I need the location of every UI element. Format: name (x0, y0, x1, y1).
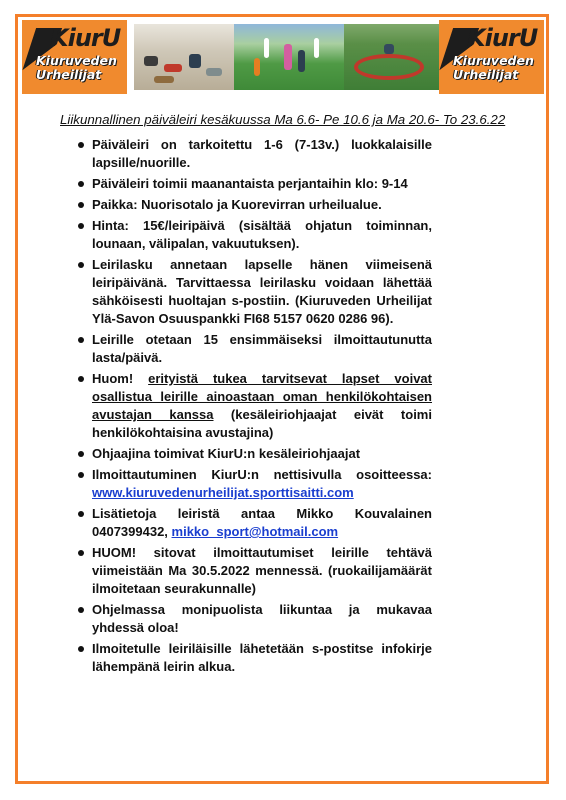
item-text: Paikka: Nuorisotalo ja Kuorevirran urheilualue. (92, 197, 382, 212)
item-text: Päiväleiri on tarkoitettu 1-6 (7-13v.) luokkalaisille lapsille/nuorille. (92, 137, 432, 170)
camp-photo-indoor (134, 24, 234, 90)
list-item (92, 217, 432, 253)
list-item (92, 601, 432, 637)
email-link[interactable]: mikko_sport@hotmail.com (171, 524, 339, 539)
item-prefix: Ilmoittautuminen KiurU:n nettisivulla osoitteessa: (92, 467, 432, 482)
logo-brand: KiurU (50, 24, 121, 52)
list-item (92, 544, 432, 598)
logo-club-line1: Kiuruveden (453, 53, 534, 68)
list-item (92, 640, 432, 676)
list-item (92, 136, 432, 172)
list-item (92, 331, 432, 367)
logo-club-line1: Kiuruveden (36, 53, 117, 68)
kiuru-logo-left (22, 20, 127, 94)
header-banner (22, 20, 544, 94)
item-text: HUOM! sitovat ilmoittautumiset leirille tehtävä viimeistään Ma 30.5.2022 mennessä. (ruokailijamäärät ilmoitetaan seurakunnalle) (92, 545, 432, 596)
item-text: Ilmoitetulle leiriläisille lähetetään s-postitse infokirje lähempänä leirin alkua. (92, 641, 432, 674)
item-text: Leirille otetaan 15 ensimmäiseksi ilmoittautunutta lasta/päivä. (92, 332, 432, 365)
list-item (92, 370, 432, 442)
list-item (92, 505, 432, 541)
logo-club-name (453, 54, 541, 82)
list-item (92, 196, 432, 214)
list-item (92, 445, 432, 463)
logo-club-line2: Urheilijat (36, 67, 102, 82)
item-text: Leirilasku annetaan lapselle hänen viimeisenä leiripäivänä. Tarvittaessa leirilasku voidaan lähettää sähköisesti huoltajan s-postiin. (Kiuruveden Urheilijat Ylä-Savon Osuuspankki FI68 5157 0620 0286 96). (92, 257, 432, 326)
item-text: Ohjelmassa monipuolista liikuntaa ja mukavaa yhdessä oloa! (92, 602, 432, 635)
item-prefix: Lisätietoja leiristä antaa Mikko Kouvalainen 0407399432, (92, 506, 432, 539)
item-text: Ohjaajina toimivat KiurU:n kesäleiriohjaajat (92, 446, 361, 461)
item-text: Päiväleiri toimii maanantaista perjantaihin klo: 9-14 (92, 176, 408, 191)
page-title: Liikunnallinen päiväleiri kesäkuussa Ma 6.6- Pe 10.6 ja Ma 20.6- To 23.6.22 (60, 112, 506, 127)
logo-brand: KiurU (467, 24, 538, 52)
website-link[interactable]: www.kiuruvedenurheilijat.sporttisaitti.com (92, 485, 354, 500)
camp-photo-circle (344, 24, 439, 90)
logo-club-name (36, 54, 124, 82)
list-item (92, 175, 432, 193)
logo-club-line2: Urheilijat (453, 67, 519, 82)
kiuru-logo-right (439, 20, 544, 94)
list-item (92, 256, 432, 328)
camp-photo-field (234, 24, 344, 90)
list-item (92, 466, 432, 502)
info-list (92, 136, 432, 679)
item-text: Hinta: 15€/leiripäivä (sisältää ohjatun toiminnan, lounaan, välipalan, vakuutuksen). (92, 218, 432, 251)
item-prefix: Huom! (92, 371, 149, 386)
item-underlined-text: erityistä tukea tarvitsevat lapset voivat osallistua leirille ainoastaan oman henkilökohtaisen avustajan kanssa (92, 371, 432, 422)
item-suffix: (kesäleiriohjaajat eivät toimi henkilökohtaisina avustajina) (92, 407, 432, 440)
